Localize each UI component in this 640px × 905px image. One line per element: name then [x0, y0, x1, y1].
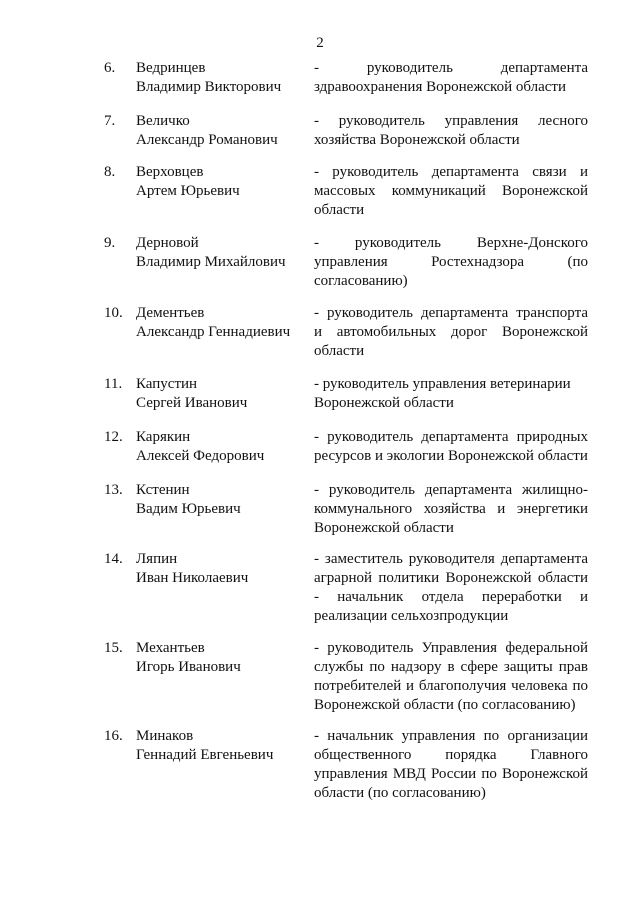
person-name	[136, 112, 306, 150]
person-name	[136, 550, 306, 588]
position-description	[314, 163, 588, 220]
item-number: 8.	[104, 164, 116, 180]
role-line: Воронежской области	[314, 520, 454, 536]
surname: Ведринцев	[136, 60, 206, 76]
role-line: управления МВД России по Воронежской	[314, 766, 588, 782]
item-number: 16.	[104, 728, 123, 744]
role-line: - руководитель Управления федеральной	[314, 640, 588, 656]
given-names: Сергей Иванович	[136, 395, 248, 411]
given-names: Владимир Михайлович	[136, 254, 286, 270]
given-names: Геннадий Евгеньевич	[136, 747, 274, 763]
surname: Дерновой	[136, 235, 199, 251]
role-line: - руководитель управления лесного	[314, 113, 588, 129]
role-line: - руководитель департамента жилищно-	[314, 482, 588, 498]
role-line: - заместитель руководителя департамента	[314, 551, 588, 567]
role-line: - начальник отдела переработки и	[314, 589, 588, 605]
item-number: 13.	[104, 482, 123, 498]
person-name	[136, 375, 306, 413]
surname: Дементьев	[136, 305, 205, 321]
role-line: ресурсов и экологии Воронежской области	[314, 448, 588, 464]
given-names: Александр Геннадиевич	[136, 324, 291, 340]
item-number: 14.	[104, 551, 123, 567]
surname: Верховцев	[136, 164, 204, 180]
item-number: 15.	[104, 640, 123, 656]
surname: Механтьев	[136, 640, 205, 656]
role-line: потребителей и благополучия человека по	[314, 678, 588, 694]
role-line: общественного порядка Главного	[314, 747, 588, 763]
given-names: Иван Николаевич	[136, 570, 249, 586]
position-description	[314, 639, 588, 715]
item-number: 12.	[104, 429, 123, 445]
role-line: согласованию)	[314, 273, 408, 289]
surname: Карякин	[136, 429, 191, 445]
role-line: - руководитель департамента природных	[314, 429, 588, 445]
role-line: и автомобильных дорог Воронежской	[314, 324, 588, 340]
person-name	[136, 304, 306, 342]
role-line: Воронежской области (по согласованию)	[314, 697, 576, 713]
role-line: Воронежской области	[314, 395, 454, 411]
role-line: - руководитель департамента транспорта	[314, 305, 588, 321]
role-line: - руководитель департамента	[314, 60, 588, 76]
position-description	[314, 550, 588, 626]
role-line: службы по надзору в сфере защиты прав	[314, 659, 588, 675]
role-line: реализации сельхозпродукции	[314, 608, 509, 624]
role-line: области (по согласованию)	[314, 785, 486, 801]
given-names: Вадим Юрьевич	[136, 501, 241, 517]
role-line: - руководитель департамента связи и	[314, 164, 588, 180]
item-number: 11.	[104, 376, 123, 392]
surname: Ляпин	[136, 551, 178, 567]
item-number: 7.	[104, 113, 116, 129]
position-description	[314, 428, 588, 466]
person-name	[136, 163, 306, 201]
role-line: области	[314, 202, 365, 218]
surname: Капустин	[136, 376, 198, 392]
role-line: аграрной политики Воронежской области	[314, 570, 588, 586]
position-description	[314, 481, 588, 538]
position-description	[314, 59, 588, 97]
person-name	[136, 428, 306, 466]
person-name	[136, 59, 306, 97]
given-names: Александр Романович	[136, 132, 278, 148]
surname: Минаков	[136, 728, 194, 744]
given-names: Игорь Иванович	[136, 659, 241, 675]
person-name	[136, 234, 306, 272]
role-line: массовых коммуникаций Воронежской	[314, 183, 588, 199]
surname: Кстенин	[136, 482, 190, 498]
role-line: области	[314, 343, 365, 359]
item-number: 10.	[104, 305, 123, 321]
role-line: хозяйства Воронежской области	[314, 132, 520, 148]
position-description	[314, 112, 588, 150]
position-description	[314, 727, 588, 803]
page-number: 2	[316, 35, 324, 51]
given-names: Артем Юрьевич	[136, 183, 240, 199]
role-line: коммунального хозяйства и энергетики	[314, 501, 588, 517]
role-line: здравоохранения Воронежской области	[314, 79, 566, 95]
given-names: Алексей Федорович	[136, 448, 265, 464]
role-line: - руководитель управления ветеринарии	[314, 376, 571, 392]
position-description	[314, 375, 588, 413]
person-name	[136, 481, 306, 519]
item-number: 6.	[104, 60, 116, 76]
person-name	[136, 727, 306, 765]
role-line: - руководитель Верхне-Донского	[314, 235, 588, 251]
role-line: управления Ростехнадзора (по	[314, 254, 588, 270]
role-line: - начальник управления по организации	[314, 728, 588, 744]
position-description	[314, 234, 588, 291]
position-description	[314, 304, 588, 361]
item-number: 9.	[104, 235, 116, 251]
given-names: Владимир Викторович	[136, 79, 282, 95]
surname: Величко	[136, 113, 190, 129]
person-name	[136, 639, 306, 677]
